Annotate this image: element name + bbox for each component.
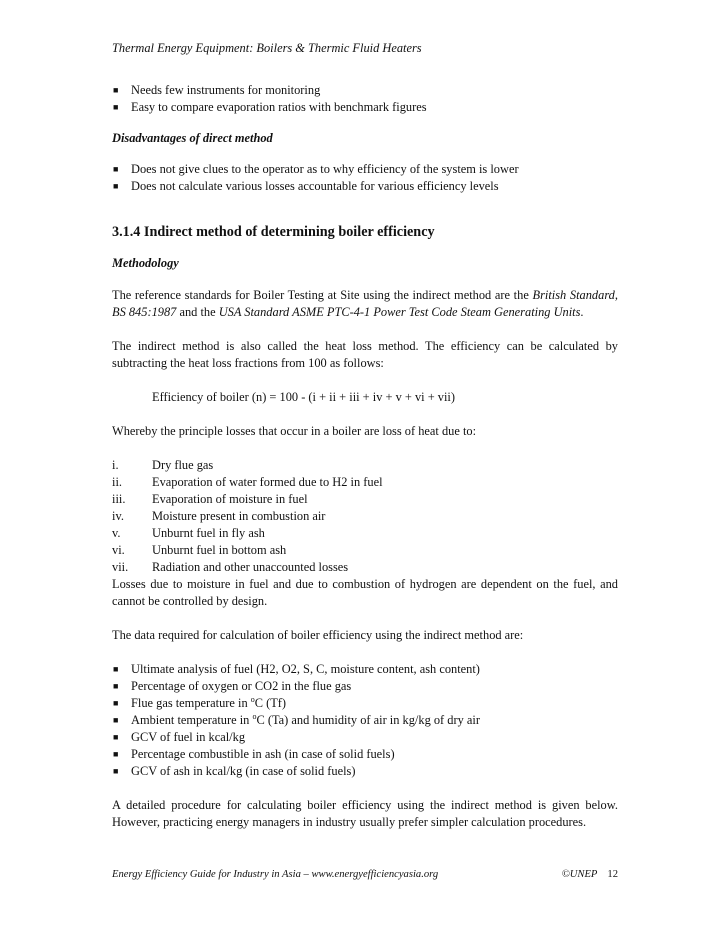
paragraph-moisture: Losses due to moisture in fuel and due to combustion of hydrogen are dependent on the fuel, and cannot be controlled by design.: [112, 577, 618, 608]
square-bullet-icon: ■: [113, 102, 119, 112]
section-title: 3.1.4 Indirect method of determining boiler efficiency: [112, 224, 435, 240]
advantages-list: [112, 82, 618, 116]
list-item: iv. Moisture present in combustion air: [112, 509, 326, 523]
paragraph-heat-loss: The indirect method is also called the heat loss method. The efficiency can be calculated by subtracting the heat loss fractions from 100 as follows:: [112, 339, 618, 370]
paragraph-standards: The reference standards for Boiler Testing at Site using the indirect method are the British Standard, BS 845:1987 and the USA Standard ASME PTC-4-1 Power Test Code Steam Generating Units.: [112, 288, 618, 319]
footer-right: [562, 866, 618, 883]
list-item: i. Dry flue gas: [112, 458, 214, 472]
list-item: ■ Does not calculate various losses accountable for various efficiency levels: [113, 179, 499, 193]
square-bullet-icon: ■: [113, 698, 119, 708]
square-bullet-icon: ■: [113, 664, 119, 674]
page-number: 12: [607, 869, 618, 880]
list-item: iii. Evaporation of moisture in fuel: [112, 492, 308, 506]
list-item: ■ Does not give clues to the operator as to why efficiency of the system is lower: [113, 162, 519, 176]
footer-source: Energy Efficiency Guide for Industry in Asia – www.energyefficiencyasia.org: [112, 869, 439, 880]
list-item: vi. Unburnt fuel in bottom ash: [112, 543, 287, 557]
losses-list: [112, 457, 618, 576]
list-item: ii. Evaporation of water formed due to H2 in fuel: [112, 475, 383, 489]
square-bullet-icon: ■: [113, 766, 119, 776]
square-bullet-icon: ■: [113, 164, 119, 174]
page-content: [112, 82, 618, 831]
list-item: ■ Needs few instruments for monitoring: [113, 83, 321, 97]
square-bullet-icon: ■: [113, 749, 119, 759]
paragraph-data-required: The data required for calculation of boiler efficiency using the indirect method are:: [112, 628, 524, 642]
square-bullet-icon: ■: [113, 715, 119, 725]
disadvantages-heading: Disadvantages of direct method: [112, 131, 273, 145]
list-item: vii. Radiation and other unaccounted losses: [112, 560, 349, 574]
data-required-list: [112, 661, 618, 780]
copyright: ©UNEP: [561, 869, 598, 880]
list-item: ■ Percentage combustible in ash (in case of solid fuels): [113, 747, 395, 761]
list-item: ■ Flue gas temperature in $^o$C (Tf): [113, 694, 287, 710]
list-item: ■ Easy to compare evaporation ratios with benchmark figures: [113, 100, 427, 114]
list-item: ■ GCV of ash in kcal/kg (in case of solid fuels): [113, 764, 356, 778]
square-bullet-icon: ■: [113, 181, 119, 191]
list-item: ■ Ambient temperature in $^o$C (Ta) and humidity of air in kg/kg of dry air: [113, 711, 480, 727]
disadvantages-list: [112, 161, 618, 195]
list-item: ■ Ultimate analysis of fuel (H2, O2, S, C, moisture content, ash content): [113, 662, 480, 676]
running-header: Thermal Energy Equipment: Boilers & Thermic Fluid Heaters: [112, 41, 422, 55]
list-item: ■ GCV of fuel in kcal/kg: [113, 730, 246, 744]
page-footer: [112, 866, 618, 883]
square-bullet-icon: ■: [113, 681, 119, 691]
square-bullet-icon: ■: [113, 732, 119, 742]
list-item: v. Unburnt fuel in fly ash: [112, 526, 265, 540]
methodology-heading: Methodology: [112, 256, 179, 270]
square-bullet-icon: ■: [113, 85, 119, 95]
paragraph-procedure: A detailed procedure for calculating boiler efficiency using the indirect method is given below. However, practicing energy managers in industry usually prefer simpler calculation procedures.: [112, 798, 618, 829]
list-item: ■ Percentage of oxygen or CO2 in the flue gas: [113, 679, 352, 693]
paragraph-losses-intro: Whereby the principle losses that occur in a boiler are loss of heat due to:: [112, 424, 477, 438]
efficiency-formula: Efficiency of boiler (n) = 100 - (i + ii + iii + iv + v + vi + vii): [152, 390, 455, 404]
